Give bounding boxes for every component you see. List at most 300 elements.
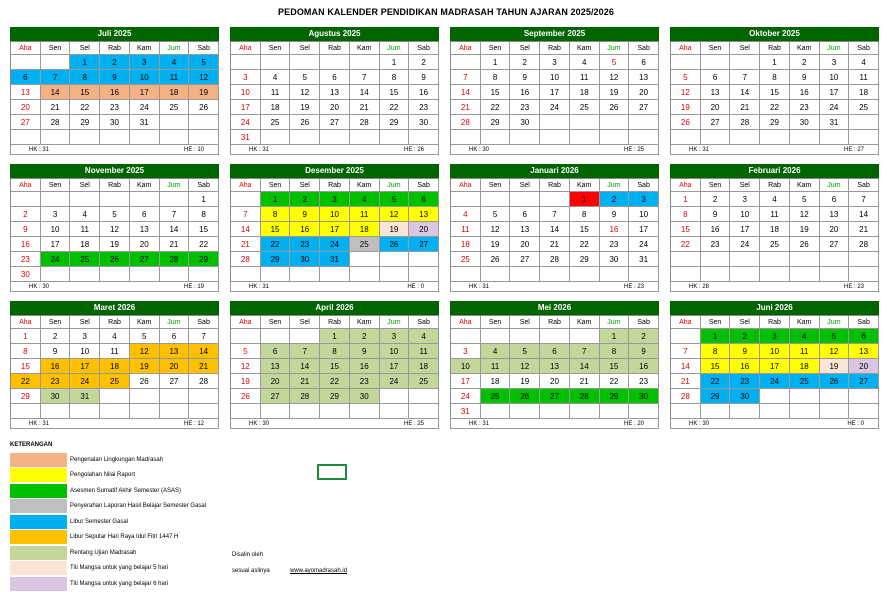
legend-label: Titi Mangsa untuk yang belajar 5 hari [70,565,169,572]
date-cell: 4 [481,344,511,359]
date-cell [409,267,439,282]
date-cell [380,404,410,419]
date-cell: 3 [540,55,570,70]
date-cell: 27 [540,389,570,404]
date-cell: 15 [320,359,350,374]
date-cell: 10 [629,207,659,222]
date-cell [320,130,350,145]
date-cell [600,130,630,145]
date-cell: 15 [671,222,701,237]
date-cell: 4 [350,192,380,207]
date-cell: 6 [701,70,731,85]
day-header: Kam [570,316,600,329]
date-cell [409,404,439,419]
date-cell [760,252,790,267]
legend-item [10,514,206,530]
date-cell [130,130,160,145]
date-cell: 19 [600,85,630,100]
day-header: Sen [481,42,511,55]
date-cell: 21 [231,237,261,252]
date-cell [730,267,760,282]
date-cell [671,55,701,70]
date-cell: 9 [600,207,630,222]
date-cell: 9 [11,222,41,237]
date-cell [820,130,850,145]
date-cell: 19 [510,374,540,389]
date-cell: 26 [481,252,511,267]
date-cell: 1 [760,55,790,70]
day-header: Aha [671,42,701,55]
day-header: Aha [671,316,701,329]
date-cell: 23 [730,374,760,389]
date-cell: 20 [320,100,350,115]
day-header: Rab [760,179,790,192]
date-cell: 27 [849,374,879,389]
date-cell [189,389,219,404]
date-cell [380,130,410,145]
date-cell: 8 [189,207,219,222]
day-header: Aha [451,316,481,329]
date-cell: 21 [350,100,380,115]
month-calendar [10,301,219,429]
date-cell [380,252,410,267]
date-cell [730,130,760,145]
date-cell: 27 [820,237,850,252]
date-cell: 23 [510,100,540,115]
date-cell [671,267,701,282]
date-cell: 14 [350,85,380,100]
date-cell [70,130,100,145]
date-cell: 8 [380,70,410,85]
date-cell [100,404,130,419]
date-cell: 4 [790,329,820,344]
date-cell: 28 [189,374,219,389]
day-header: Rab [540,42,570,55]
date-cell: 5 [600,55,630,70]
date-cell: 30 [730,389,760,404]
date-cell [409,252,439,267]
date-cell: 23 [11,252,41,267]
date-cell: 8 [701,344,731,359]
day-header: Rab [320,179,350,192]
date-cell: 24 [70,374,100,389]
date-cell [570,130,600,145]
day-header: Sen [701,42,731,55]
legend-label: Rentang Ujian Madrasah [70,549,137,556]
legend-swatch [10,546,67,560]
date-cell: 8 [320,344,350,359]
date-cell: 9 [701,207,731,222]
date-cell: 8 [671,207,701,222]
date-cell: 24 [231,115,261,130]
date-cell: 2 [790,55,820,70]
date-cell [510,130,540,145]
date-cell [820,389,850,404]
date-cell: 6 [820,192,850,207]
date-cell [540,404,570,419]
date-cell: 29 [11,389,41,404]
legend-swatch [10,530,67,544]
date-cell: 13 [11,85,41,100]
date-cell [629,115,659,130]
date-cell: 30 [790,115,820,130]
date-cell: 3 [231,70,261,85]
date-cell: 4 [70,207,100,222]
date-cell [231,55,261,70]
month-calendar [230,164,439,292]
date-cell: 16 [11,237,41,252]
date-cell [570,329,600,344]
date-cell: 4 [160,55,190,70]
date-cell [160,192,190,207]
date-cell: 28 [730,115,760,130]
date-cell: 16 [290,222,320,237]
day-header: Rab [760,42,790,55]
date-cell: 22 [570,237,600,252]
day-header: Sen [481,316,511,329]
date-cell: 7 [849,192,879,207]
date-cell: 18 [481,374,511,389]
day-header: Kam [130,316,160,329]
date-cell: 31 [70,389,100,404]
date-cell: 18 [100,359,130,374]
date-cell: 6 [409,192,439,207]
date-cell: 25 [760,237,790,252]
date-cell: 1 [481,55,511,70]
date-cell: 22 [11,374,41,389]
date-cell [510,329,540,344]
day-header: Aha [11,316,41,329]
date-cell: 5 [790,192,820,207]
date-cell: 5 [510,344,540,359]
date-cell: 28 [570,389,600,404]
date-cell [790,252,820,267]
date-cell [409,130,439,145]
date-cell: 11 [849,70,879,85]
date-cell: 11 [70,222,100,237]
month-calendar [450,301,659,429]
day-header: Aha [11,179,41,192]
date-cell: 5 [189,55,219,70]
date-cell [100,130,130,145]
date-cell: 29 [70,115,100,130]
selection-box[interactable] [317,464,347,480]
date-cell: 7 [540,207,570,222]
date-cell: 23 [290,237,320,252]
date-cell [130,404,160,419]
month-title: Oktober 2025 [670,27,879,41]
day-header: Rab [100,179,130,192]
date-cell: 10 [451,359,481,374]
date-cell: 21 [160,237,190,252]
date-cell: 16 [629,359,659,374]
date-cell: 29 [701,389,731,404]
day-header: Sel [290,179,320,192]
date-cell: 28 [671,389,701,404]
date-cell [350,404,380,419]
date-cell [350,252,380,267]
date-cell: 21 [41,100,71,115]
date-cell: 16 [100,85,130,100]
legend-title: KETERANGAN [10,442,53,448]
date-cell [41,404,71,419]
date-cell: 21 [451,100,481,115]
website-link[interactable]: www.ayomadrasah.id [290,568,348,574]
date-cell: 7 [451,70,481,85]
month-title: Desember 2025 [230,164,439,178]
day-header: Sen [701,316,731,329]
date-cell: 10 [130,70,160,85]
date-cell: 18 [160,85,190,100]
day-header: Kam [350,179,380,192]
date-cell: 14 [290,359,320,374]
date-cell: 26 [231,389,261,404]
month-title: Juli 2025 [10,27,219,41]
date-cell: 8 [760,70,790,85]
date-cell: 3 [70,329,100,344]
date-cell: 26 [790,237,820,252]
date-cell: 28 [231,252,261,267]
day-header: Jum [600,42,630,55]
date-cell: 14 [189,344,219,359]
date-cell [629,130,659,145]
date-cell: 19 [380,222,410,237]
date-cell: 18 [760,222,790,237]
date-cell [189,130,219,145]
date-cell: 29 [570,252,600,267]
date-cell: 24 [760,374,790,389]
date-cell [231,267,261,282]
date-cell: 8 [600,344,630,359]
date-cell: 17 [41,237,71,252]
date-cell: 27 [409,237,439,252]
date-cell [350,55,380,70]
date-cell: 30 [409,115,439,130]
day-header: Rab [320,316,350,329]
date-cell: 15 [760,85,790,100]
date-cell [160,389,190,404]
day-header: Sel [70,42,100,55]
day-header: Sab [409,42,439,55]
day-header: Jum [820,179,850,192]
date-cell: 9 [409,70,439,85]
date-cell: 17 [730,222,760,237]
legend-label: Titi Mangsa untuk yang belajar 6 hari [70,580,169,587]
date-cell: 18 [409,359,439,374]
date-cell: 6 [849,329,879,344]
date-cell: 19 [100,237,130,252]
date-cell [160,130,190,145]
date-cell: 14 [671,359,701,374]
date-cell: 24 [41,252,71,267]
legend-item [10,452,206,468]
date-cell: 10 [70,344,100,359]
date-cell: 6 [130,207,160,222]
date-cell: 18 [70,237,100,252]
month-title: Januari 2026 [450,164,659,178]
date-cell: 24 [820,100,850,115]
date-cell: 26 [290,115,320,130]
date-cell [671,329,701,344]
date-cell: 17 [320,222,350,237]
date-cell [540,192,570,207]
date-cell: 31 [231,130,261,145]
date-cell [760,404,790,419]
date-cell: 11 [760,207,790,222]
date-cell: 12 [790,207,820,222]
day-header: Sel [730,42,760,55]
date-cell: 26 [820,374,850,389]
date-cell: 2 [409,55,439,70]
date-cell: 18 [350,222,380,237]
legend-label: Libur Semester Gasal [70,518,129,525]
date-cell: 3 [820,55,850,70]
date-cell: 10 [231,85,261,100]
date-cell: 2 [100,55,130,70]
date-cell [820,404,850,419]
date-cell: 17 [540,85,570,100]
date-cell [261,55,291,70]
date-cell: 2 [510,55,540,70]
date-cell: 30 [290,252,320,267]
legend-swatch [10,484,67,498]
date-cell: 17 [820,85,850,100]
date-cell: 14 [160,222,190,237]
day-header: Sen [41,179,71,192]
date-cell: 20 [510,237,540,252]
month-calendar [670,164,879,292]
date-cell: 24 [540,100,570,115]
day-header: Aha [11,42,41,55]
date-cell [41,55,71,70]
date-cell [510,192,540,207]
date-cell: 16 [510,85,540,100]
date-cell: 20 [130,237,160,252]
legend-item [10,545,206,561]
date-cell [701,130,731,145]
date-cell: 6 [160,329,190,344]
day-header: Rab [320,42,350,55]
date-cell: 11 [451,222,481,237]
legend-swatch [10,453,67,467]
month-summary: HK : 31 HE : 10 [10,145,219,155]
date-cell [510,404,540,419]
date-cell: 23 [701,237,731,252]
date-cell: 20 [409,222,439,237]
date-cell: 12 [380,207,410,222]
day-header: Sab [629,42,659,55]
month-calendar [670,27,879,155]
date-cell: 17 [130,85,160,100]
date-cell: 21 [671,374,701,389]
date-cell: 26 [130,374,160,389]
date-cell: 13 [261,359,291,374]
day-header: Sab [849,179,879,192]
month-title: September 2025 [450,27,659,41]
date-cell: 16 [600,222,630,237]
date-cell: 23 [790,100,820,115]
day-header: Jum [820,316,850,329]
date-cell [70,267,100,282]
date-cell: 15 [570,222,600,237]
date-cell: 27 [320,115,350,130]
date-cell [11,192,41,207]
date-cell: 5 [671,70,701,85]
date-cell: 4 [100,329,130,344]
date-cell [231,192,261,207]
month-summary: HK : 31 HE : 27 [670,145,879,155]
date-cell: 29 [380,115,410,130]
date-cell: 19 [189,85,219,100]
date-cell: 27 [701,115,731,130]
date-cell: 21 [730,100,760,115]
date-cell: 7 [570,344,600,359]
day-header: Jum [160,179,190,192]
date-cell: 25 [409,374,439,389]
date-cell [701,55,731,70]
legend-item [10,468,206,484]
date-cell: 8 [570,207,600,222]
date-cell: 7 [189,329,219,344]
date-cell [540,267,570,282]
date-cell: 7 [350,70,380,85]
date-cell: 7 [41,70,71,85]
date-cell: 19 [231,374,261,389]
date-cell: 12 [600,70,630,85]
date-cell: 4 [409,329,439,344]
date-cell: 29 [189,252,219,267]
date-cell [481,404,511,419]
date-cell: 17 [380,359,410,374]
day-header: Jum [380,42,410,55]
date-cell [160,115,190,130]
date-cell [451,267,481,282]
day-header: Sen [261,316,291,329]
month-calendar [10,27,219,155]
date-cell: 4 [261,70,291,85]
date-cell: 22 [481,100,511,115]
date-cell: 29 [481,115,511,130]
date-cell [600,404,630,419]
sesuai-note: sesuai aslinya [232,568,270,574]
date-cell [100,192,130,207]
date-cell: 13 [409,207,439,222]
date-cell [600,115,630,130]
date-cell: 7 [290,344,320,359]
date-cell: 1 [380,55,410,70]
month-summary: HK : 31 HE : 26 [230,145,439,155]
date-cell [380,389,410,404]
date-cell: 3 [760,329,790,344]
date-cell: 24 [730,237,760,252]
date-cell: 25 [261,115,291,130]
day-header: Sel [290,316,320,329]
legend-label: Asesmen Sumatif Akhir Semester (ASAS) [70,487,182,494]
date-cell [629,404,659,419]
date-cell [290,130,320,145]
date-cell: 21 [540,237,570,252]
date-cell: 8 [70,70,100,85]
day-header: Sel [730,179,760,192]
date-cell: 9 [790,70,820,85]
day-header: Kam [570,42,600,55]
date-cell: 28 [290,389,320,404]
date-cell [160,267,190,282]
date-cell: 1 [701,329,731,344]
date-cell: 11 [350,207,380,222]
date-cell: 23 [100,100,130,115]
date-cell [570,267,600,282]
